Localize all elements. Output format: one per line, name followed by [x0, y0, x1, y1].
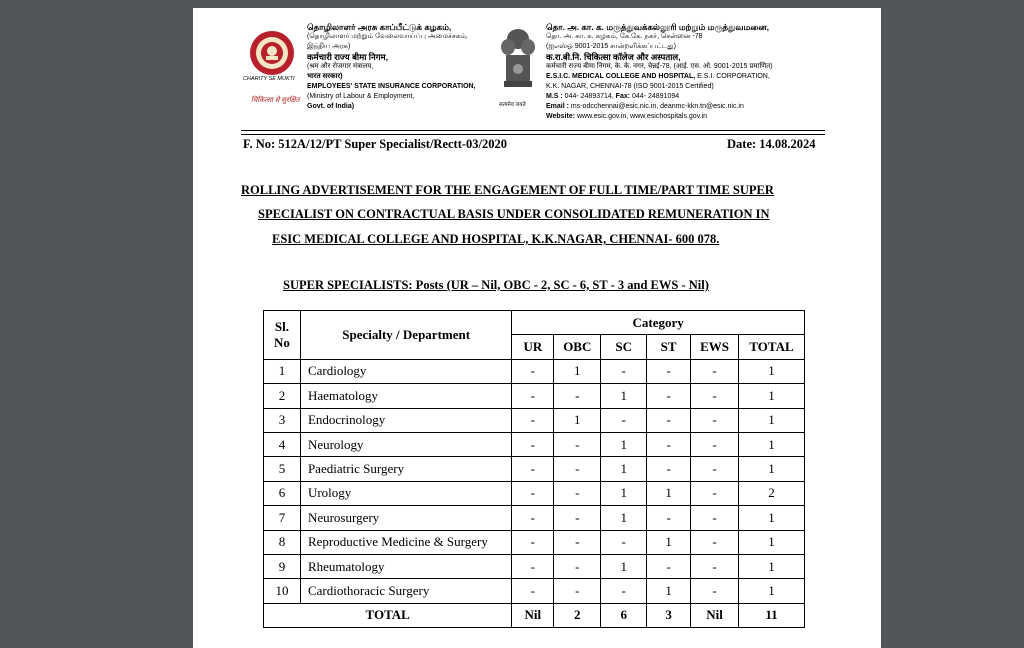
cell-sl-no: 10	[264, 579, 301, 603]
cell-count: -	[601, 530, 647, 554]
english-hospital-name	[546, 72, 876, 82]
esic-logo	[249, 30, 295, 76]
total-count: Nil	[512, 603, 554, 627]
cell-sl-no: 8	[264, 530, 301, 554]
cell-count: -	[554, 457, 601, 481]
file-number: F. No: 512A/12/PT Super Specialist/Rectt-03/2020	[243, 137, 508, 151]
english-org-name: EMPLOYEES' STATE INSURANCE CORPORATION,	[307, 83, 476, 90]
posts-table	[263, 310, 805, 628]
cell-count: -	[554, 579, 601, 603]
cell-count: 1	[554, 359, 601, 383]
cell-count: -	[554, 530, 601, 554]
national-emblem-icon	[498, 25, 538, 100]
cell-count: 1	[739, 457, 805, 481]
logo-caption: CHARITY SE MUKTI	[243, 76, 295, 82]
header-obc: OBC	[554, 335, 601, 359]
phone-value: 044- 24893714,	[562, 93, 616, 100]
total-count: 2	[554, 603, 601, 627]
cell-count: -	[647, 432, 691, 456]
cell-sl-no: 2	[264, 384, 301, 408]
english-hospital-name-suffix: E.S.I. CORPORATION,	[695, 73, 770, 80]
cell-count: -	[691, 408, 739, 432]
email-value: ms-odcchennai@esic.nic.in, deanmc-kkn.tn@esic.nic.in	[568, 103, 744, 110]
cell-count: 1	[647, 579, 691, 603]
cell-count: -	[691, 506, 739, 530]
cell-count: -	[601, 359, 647, 383]
total-count: Nil	[691, 603, 739, 627]
cell-count: -	[691, 554, 739, 578]
email-line	[546, 102, 876, 112]
cell-count: -	[647, 506, 691, 530]
cell-count: 1	[739, 506, 805, 530]
cell-count: -	[512, 506, 554, 530]
english-govt: Govt. of India)	[307, 103, 355, 110]
cell-count: 2	[739, 481, 805, 505]
cell-count: -	[647, 359, 691, 383]
cell-count: -	[554, 432, 601, 456]
cell-count: -	[512, 384, 554, 408]
cell-count: 1	[739, 359, 805, 383]
header-rule-top	[241, 130, 825, 131]
cell-sl-no: 3	[264, 408, 301, 432]
cell-sl-no: 4	[264, 432, 301, 456]
table-row	[264, 481, 805, 505]
hindi-address: कर्मचारी राज्य बीमा निगम, के. के. नगर, चेन्नई-78, (आई. एस. ओ. 9001-2015 प्रमाणित)	[546, 63, 773, 70]
table-row	[264, 359, 805, 383]
header-sc: SC	[601, 335, 647, 359]
header-ews: EWS	[691, 335, 739, 359]
header-sl-no	[264, 311, 301, 360]
tamil-hospital-name: தொ. அ. கா. க. மருத்துவக்கல்லூரி மற்றும் மருத்துவமனை,	[546, 22, 769, 32]
document-date: Date: 14.08.2024	[727, 137, 816, 151]
tamil-address: தொ. அ. கா. க. கழகம், கே.கே. நகர், சென்னை -78	[546, 33, 703, 40]
cell-count: -	[512, 481, 554, 505]
cell-count: -	[512, 457, 554, 481]
header-ur: UR	[512, 335, 554, 359]
cell-count: -	[691, 530, 739, 554]
tamil-iso: (ஐஎஸ்ஓ 9001-2015 சான்றளிக்கப்பட்டது)	[546, 43, 676, 50]
cell-count: -	[554, 384, 601, 408]
cell-specialty: Urology	[300, 481, 511, 505]
title-line-2: SPECIALIST ON CONTRACTUAL BASIS UNDER CONSOLIDATED REMUNERATION IN	[258, 207, 770, 221]
cell-count: -	[554, 506, 601, 530]
cell-count: -	[512, 579, 554, 603]
cell-count: -	[647, 554, 691, 578]
cell-specialty: Cardiology	[300, 359, 511, 383]
cell-count: -	[512, 408, 554, 432]
org-block-left	[307, 22, 497, 112]
phone-label: M.S :	[546, 93, 563, 100]
header-category: Category	[512, 311, 805, 335]
cell-sl-no: 9	[264, 554, 301, 578]
cell-count: -	[691, 457, 739, 481]
tamil-govt: இந்திய அரசு)	[307, 43, 351, 50]
letterhead	[193, 8, 881, 138]
cell-sl-no: 7	[264, 506, 301, 530]
cell-specialty: Neurosurgery	[300, 506, 511, 530]
english-hospital-name-main: E.S.I.C. MEDICAL COLLEGE AND HOSPITAL,	[546, 73, 696, 80]
cell-count: -	[601, 579, 647, 603]
cell-count: 1	[647, 530, 691, 554]
cell-count: 1	[739, 579, 805, 603]
cell-count: -	[691, 384, 739, 408]
header-sl-no-line2: No	[274, 334, 290, 350]
cell-count: -	[512, 530, 554, 554]
cell-count: -	[647, 408, 691, 432]
org-block-right	[546, 22, 876, 122]
cell-count: 1	[601, 384, 647, 408]
table-row	[264, 506, 805, 530]
cell-count: -	[601, 408, 647, 432]
cell-sl-no: 6	[264, 481, 301, 505]
total-label: TOTAL	[264, 603, 512, 627]
total-count: 6	[601, 603, 647, 627]
table-row	[264, 457, 805, 481]
website-label: Website:	[546, 113, 576, 120]
total-count: 11	[739, 603, 805, 627]
emblem-caption: सत्यमेव जयते	[499, 102, 526, 108]
hindi-govt: भारत सरकार)	[307, 73, 343, 80]
table-row	[264, 554, 805, 578]
table-header-row	[264, 311, 805, 335]
title-line-3: ESIC MEDICAL COLLEGE AND HOSPITAL, K.K.NAGAR, CHENNAI- 600 078.	[272, 232, 720, 246]
website-line	[546, 112, 876, 122]
cell-sl-no: 1	[264, 359, 301, 383]
table-row	[264, 530, 805, 554]
hindi-org-name: कर्मचारी राज्य बीमा निगम,	[307, 52, 388, 62]
table-row	[264, 384, 805, 408]
cell-specialty: Rheumatology	[300, 554, 511, 578]
header-sl-no-line1: Sl.	[274, 318, 290, 334]
cell-specialty: Haematology	[300, 384, 511, 408]
document-page	[193, 8, 881, 648]
fax-label: Fax:	[615, 93, 631, 100]
cell-sl-no: 5	[264, 457, 301, 481]
cell-count: 1	[739, 384, 805, 408]
table-row	[264, 432, 805, 456]
header-rule-bottom	[241, 134, 825, 135]
cell-count: 1	[739, 530, 805, 554]
header-st: ST	[647, 335, 691, 359]
cell-count: -	[691, 481, 739, 505]
hindi-ministry: (श्रम और रोजगार मंत्रालय,	[307, 63, 374, 70]
table-total-row	[264, 603, 805, 627]
table-row	[264, 579, 805, 603]
cell-count: -	[691, 359, 739, 383]
cell-count: 1	[739, 432, 805, 456]
cell-specialty: Endocrinology	[300, 408, 511, 432]
cell-count: 1	[601, 554, 647, 578]
cell-count: -	[512, 359, 554, 383]
cell-specialty: Neurology	[300, 432, 511, 456]
cell-count: 1	[647, 481, 691, 505]
cell-specialty: Reproductive Medicine & Surgery	[300, 530, 511, 554]
cell-count: 1	[601, 432, 647, 456]
tamil-org-name: தொழிலாளர் அரசு காப்பீட்டுக் கழகம்,	[307, 22, 452, 32]
fax-value: 044- 24891094	[630, 93, 680, 100]
cell-count: -	[691, 432, 739, 456]
posts-subheading: SUPER SPECIALISTS: Posts (UR – Nil, OBC - 2, SC - 6, ST - 3 and EWS - Nil)	[283, 278, 709, 292]
cell-count: 1	[739, 554, 805, 578]
cell-count: -	[691, 579, 739, 603]
cell-count: -	[554, 554, 601, 578]
title-line-1: ROLLING ADVERTISEMENT FOR THE ENGAGEMENT OF FULL TIME/PART TIME SUPER	[241, 183, 774, 197]
table-row	[264, 408, 805, 432]
cell-count: 1	[601, 506, 647, 530]
cell-count: -	[512, 554, 554, 578]
cell-count: 1	[601, 481, 647, 505]
cell-count: 1	[601, 457, 647, 481]
english-address: K.K. NAGAR, CHENNAI-78 (ISO 9001-2015 Certified)	[546, 83, 714, 90]
hindi-hospital-name: क.रा.बी.नि. चिकित्सा कॉलेज और अस्पताल,	[546, 52, 681, 62]
tamil-ministry: (தொழிலாளர் மற்றும் வேலைவாய்ப்பு அமைச்சகம்,	[307, 33, 468, 40]
logo-slogan: चिकित्सा से सुरक्षित	[251, 96, 300, 104]
english-ministry: (Ministry of Labour & Employment,	[307, 93, 415, 100]
cell-count: -	[647, 384, 691, 408]
header-specialty: Specialty / Department	[300, 311, 511, 360]
cell-count: 1	[739, 408, 805, 432]
cell-specialty: Cardiothoracic Surgery	[300, 579, 511, 603]
website-value: www.esic.gov.in, www.esichospitals.gov.in	[575, 113, 708, 120]
cell-count: 1	[554, 408, 601, 432]
cell-count: -	[512, 432, 554, 456]
cell-specialty: Paediatric Surgery	[300, 457, 511, 481]
phone-fax-line	[546, 92, 876, 102]
cell-count: -	[647, 457, 691, 481]
header-total: TOTAL	[739, 335, 805, 359]
cell-count: -	[554, 481, 601, 505]
email-label: Email :	[546, 103, 569, 110]
total-count: 3	[647, 603, 691, 627]
